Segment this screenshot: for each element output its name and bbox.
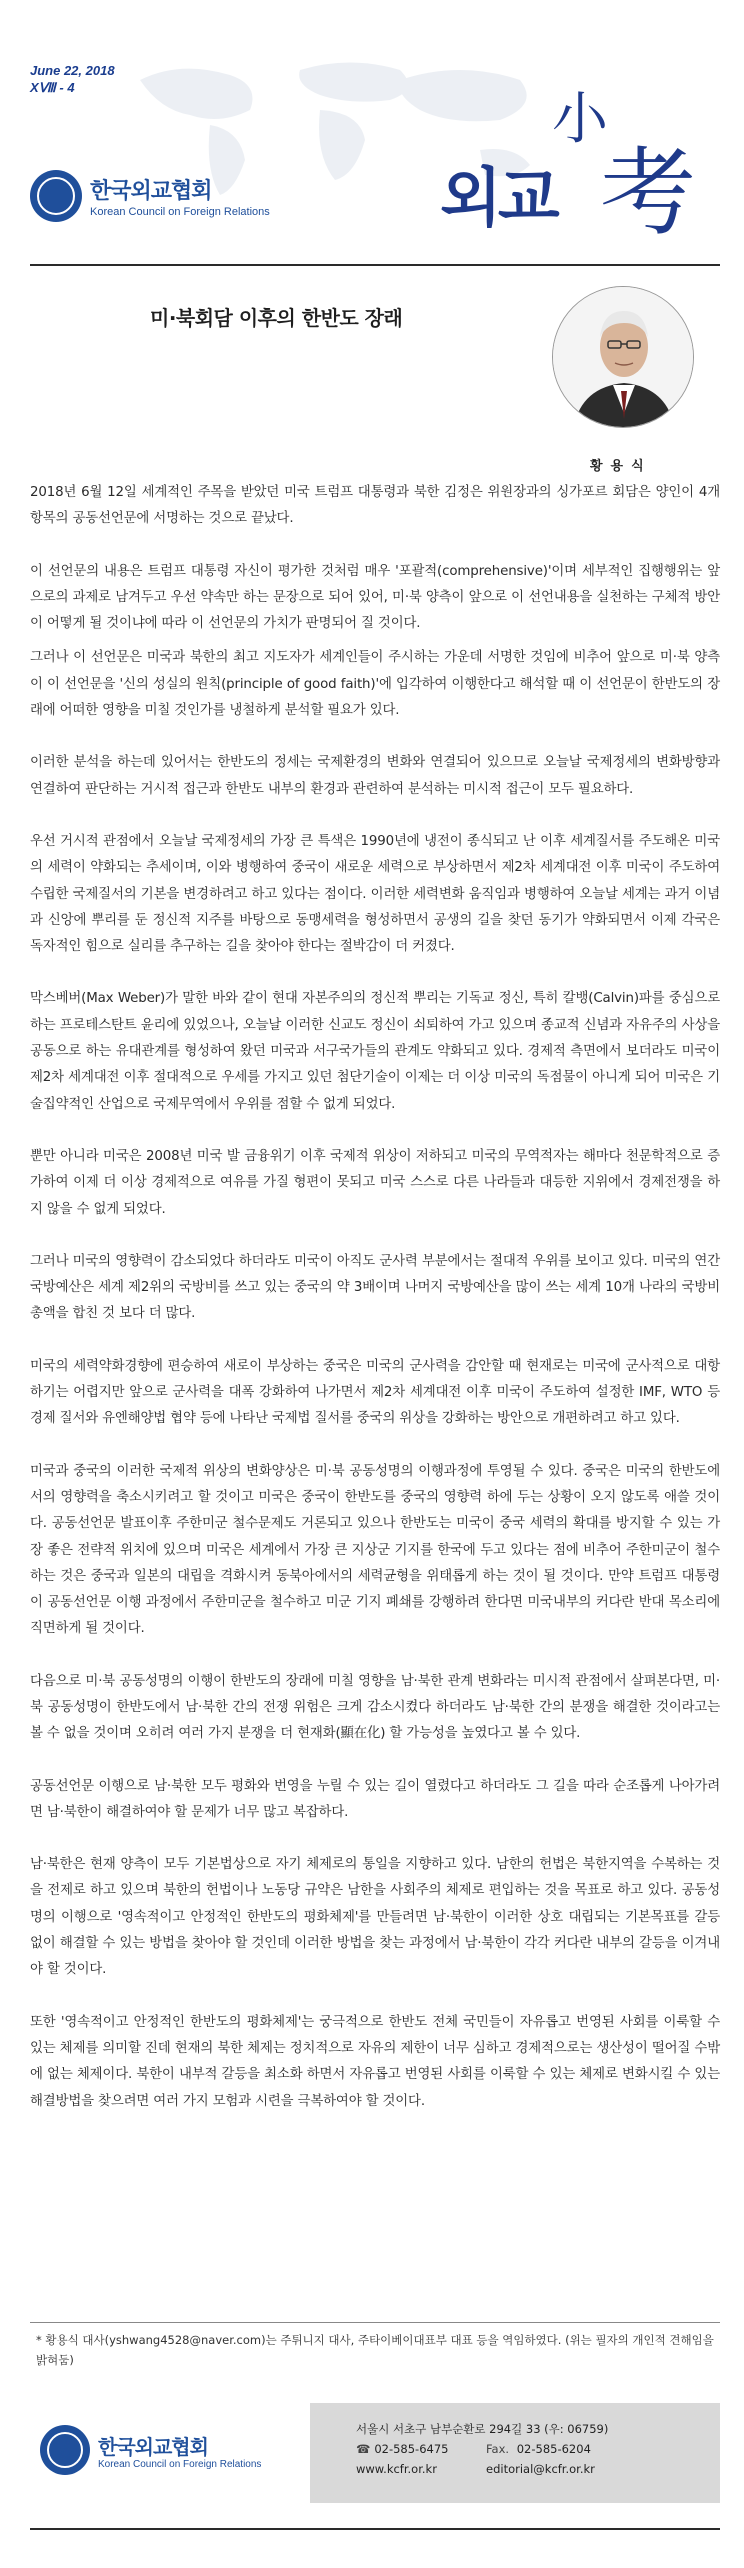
title-main: 외교 bbox=[440, 162, 556, 236]
paragraph: 이 선언문의 내용은 트럼프 대통령 자신이 평가한 것처럼 매우 '포괄적(comprehensive)'이며 세부적인 집행행위는 앞으로의 과제로 남겨두고 우선 약속만 하는 문장으로 되어 있어, 미·북 양측이 앞으로 이 선언내용을 실천하는 구체적 방안이 어떻게 될 것이냐에 따라 이 선언문의 가치가 판명되어 질 것이다. bbox=[30, 563, 720, 632]
contact-box bbox=[310, 2403, 720, 2503]
footer-divider bbox=[30, 2528, 720, 2530]
footer-org-logo bbox=[40, 2425, 320, 2481]
paragraph: 공동선언문 이행으로 남·북한 모두 평화와 번영을 누릴 수 있는 길이 열렸다고 하더라도 그 길을 따라 순조롭게 나아가려면 남·북한이 해결하여야 할 문제가 너무 많고 복잡하다. bbox=[30, 1778, 720, 1820]
issue-number: XⅧ - 4 bbox=[30, 80, 75, 95]
paragraph: 우선 거시적 관점에서 오늘날 국제정세의 가장 큰 특색은 1990년에 냉전이 종식되고 난 이후 세계질서를 주도해온 미국의 세력이 약화되는 추세이며, 이와 병행하여 중국이 새로운 세력으로 부상하면서 제2차 세계대전 이후 미국이 주도하여 수립한 국제질서의 기본을 변경하려고 하고 있다는 점이다. 이러한 세력변화 움직임과 병행하여 오늘날 세계는 과거 이념과 신앙에 뿌리를 둔 정신적 지주를 바탕으로 동맹세력을 형성하면서 공생의 길을 찾던 동기가 약화되면서 이제 각국은 독자적인 힘으로 실리를 추구하는 길을 찾아야 한다는 절박감이 더 커졌다. bbox=[30, 833, 720, 955]
address: 서울시 서초구 남부순환로 294길 33 (우: 06759) bbox=[356, 2422, 609, 2436]
article-body bbox=[30, 480, 720, 2141]
article-title: 미·북회담 이후의 한반도 장래 bbox=[150, 306, 403, 330]
issue-date: June 22, 2018 bbox=[30, 63, 115, 78]
header-divider bbox=[30, 264, 720, 266]
footnote-divider bbox=[30, 2322, 720, 2323]
phone-number: 02-585-6475 bbox=[374, 2442, 449, 2456]
paragraph: 뿐만 아니라 미국은 2008년 미국 발 금융위기 이후 국제적 위상이 저하되고 미국의 무역적자는 해마다 천문학적으로 증가하여 이제 더 이상 경제적으로 여유를 가질 형편이 못되고 미국 스스로 다른 나라들과 대등한 지위에서 경제전쟁을 하지 않을 수 없게 되었다. bbox=[30, 1148, 720, 1217]
fax-number: 02-585-6204 bbox=[516, 2442, 591, 2456]
paragraph: 2018년 6월 12일 세계적인 주목을 받았던 미국 트럼프 대통령과 북한 김정은 위원장과의 싱가포르 회담은 양인이 4개 항목의 공동선언문에 서명하는 것으로 끝났다. bbox=[30, 485, 720, 527]
paragraph: 또한 '영속적이고 안정적인 한반도의 평화체제'는 궁극적으로 한반도 전체 국민들이 자유롭고 번영된 사회를 이룩할 수 있는 체제를 의미할 진데 현재의 북한 체제는 정치적으로 자유의 제한이 너무 심하고 경제적으로는 생산성이 떨어질 수밖에 없는 체제이다. 북한이 내부적 갈등을 최소화 하면서 자유롭고 번영된 사회를 이룩할 수 있는 체제로 변화시킬 수 있는 해결방법을 찾으려면 여러 가지 모험과 시련을 극복하여야 할 것이다. bbox=[30, 2014, 720, 2109]
title-big-char: 考 bbox=[600, 137, 696, 249]
title-small-char: 小 bbox=[552, 87, 608, 152]
org-name-en: Korean Council on Foreign Relations bbox=[90, 206, 270, 218]
org-logo bbox=[30, 170, 330, 226]
paragraph: 그러나 이 선언문은 미국과 북한의 최고 지도자가 세계인들이 주시하는 가운데 서명한 것임에 비추어 앞으로 미·북 양측이 이 선언문을 '신의 성실의 원칙(principle of good faith)'에 입각하여 이행한다고 해석할 때 이 선언문이 한반도의 장래에 어떠한 영향을 미칠 것인가를 냉철하게 분석할 필요가 있다. bbox=[30, 650, 720, 719]
org-emblem-icon bbox=[30, 170, 82, 222]
author-name: 황용식 bbox=[590, 459, 652, 474]
phone-icon: ☎ bbox=[356, 2442, 371, 2456]
footer bbox=[30, 2395, 720, 2505]
org-emblem-icon bbox=[40, 2425, 90, 2475]
paragraph: 이러한 분석을 하는데 있어서는 한반도의 정세는 국제환경의 변화와 연결되어 있으므로 오늘날 국제정세의 변화방향과 연결하여 판단하는 거시적 접근과 한반도 내부의 환경과 관련하여 분석하는 미시적 접근이 모두 필요하다. bbox=[30, 755, 720, 797]
author-photo bbox=[552, 286, 694, 428]
org-name-kr: 한국외교협회 bbox=[90, 179, 212, 204]
paragraph: 미국의 세력약화경향에 편승하여 새로이 부상하는 중국은 미국의 군사력을 감안할 때 현재로는 미국에 군사적으로 대항하기는 어렵지만 앞으로 군사력을 대폭 강화하여 나가면서 제2차 세계대전 이후 미국이 주도하여 설정한 IMF, WTO 등 경제 질서와 유엔해양법 협약 등에 나타난 국제법 질서를 중국의 위상을 강화하는 방안으로 개편하려고 하고 있다. bbox=[30, 1358, 720, 1427]
author-footnote: * 황용식 대사(yshwang4528@naver.com)는 주튀니지 대사, 주타이베이대표부 대표 등을 역임하였다. (위는 필자의 개인적 견해임을 밝혀둠) bbox=[36, 2333, 714, 2367]
publication-title bbox=[440, 75, 740, 249]
footer-org-name-en: Korean Council on Foreign Relations bbox=[98, 2459, 262, 2470]
email-link[interactable]: editorial@kcfr.or.kr bbox=[486, 2462, 595, 2476]
paragraph: 남·북한은 현재 양측이 모두 기본법상으로 자기 체제로의 통일을 지향하고 있다. 남한의 헌법은 북한지역을 수복하는 것을 전제로 하고 있으며 북한의 헌법이나 노동당 규약은 남한을 사회주의 체제로 편입하는 것을 목표로 하고 있다. 공동성명의 이행으로 '영속적이고 안정적인 한반도의 평화체제'를 만들려면 남·북한이 이러한 상호 대립되는 기본목표를 갈등 없이 해결할 수 있는 방법을 찾아야 할 것인데 이러한 방법을 찾는 과정에서 남·북한이 각각 커다란 내부의 갈등을 이겨내야 할 것이다. bbox=[30, 1857, 720, 1978]
paragraph: 그러나 미국의 영향력이 감소되었다 하더라도 미국이 아직도 군사력 부분에서는 절대적 우위를 보이고 있다. 미국의 연간 국방예산은 세계 제2위의 국방비를 쓰고 있는 중국의 약 3배이며 나머지 국방예산을 많이 쓰는 세계 10개 나라의 국방비 총액을 합친 것 보다 더 많다. bbox=[30, 1253, 720, 1322]
fax-label: Fax. bbox=[486, 2442, 510, 2456]
dateline bbox=[30, 62, 115, 96]
paragraph: 다음으로 미·북 공동성명의 이행이 한반도의 장래에 미칠 영향을 남·북한 관계 변화라는 미시적 관점에서 살펴본다면, 미·북 공동성명이 한반도에서 남·북한 간의 전쟁 위험은 크게 감소시켰다 하더라도 남·북한 간의 분쟁을 해결한 것이라고는 볼 수 없을 것이며 오히려 여러 가지 분쟁을 더 현재화(顯在化) 할 가능성을 높였다고 볼 수 있다. bbox=[30, 1673, 720, 1742]
footer-org-name-kr: 한국외교협회 bbox=[98, 2435, 208, 2459]
paragraph: 막스베버(Max Weber)가 말한 바와 같이 현대 자본주의의 정신적 뿌리는 기독교 정신, 특히 칼뱅(Calvin)파를 중심으로 하는 프로테스탄트 윤리에 있었으나, 오늘날 이러한 신교도 정신이 쇠퇴하여 가고 있으며 종교적 신념과 자유주의 사상을 공동으로 하는 유대관계를 형성하여 왔던 미국과 서구국가들의 관계도 약화되고 있다. 경제적 측면에서 보더라도 미국이 제2차 세계대전 이후 절대적으로 우세를 가지고 있던 첨단기술이 이제는 더 이상 미국의 독점물이 아니게 되어 미국은 기술집약적인 산업으로 국제무역에서 우위를 점할 수 없게 되었다. bbox=[30, 991, 720, 1112]
header bbox=[0, 0, 744, 270]
website-link[interactable]: www.kcfr.or.kr bbox=[356, 2462, 437, 2476]
paragraph: 미국과 중국의 이러한 국제적 위상의 변화양상은 미·북 공동성명의 이행과정에 투영될 수 있다. 중국은 미국의 한반도에서의 영향력을 축소시키려고 할 것이고 미국은 중국이 한반도를 중국의 영향력 하에 두는 상황이 오지 않도록 애쓸 것이다. 공동선언문 발표이후 주한미군 철수문제도 거론되고 있으나 한반도는 미국이 중국 세력의 확대를 방지할 수 있는 가장 좋은 전략적 위치에 있으며 미국은 세계에서 가장 큰 지상군 기지를 한국에 두고 있다는 점에 비추어 주한미군이 철수하는 것은 중국과 일본의 대립을 격화시켜 동북아에서의 세력균형을 위태롭게 하는 것이 될 것이다. 만약 트럼프 대통령이 공동선언문 이행 과정에서 주한미군을 철수하고 미군 기지 폐쇄를 강행하려 한다면 미국내부의 커다란 반대 목소리에 직면하게 될 것이다. bbox=[30, 1463, 720, 1637]
